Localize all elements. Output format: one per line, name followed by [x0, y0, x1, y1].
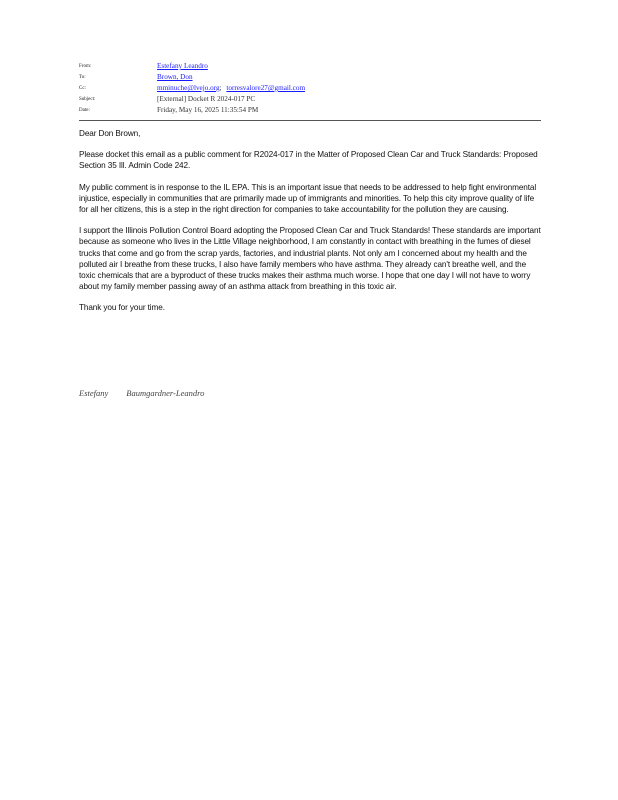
signature-first-name: Estefany — [79, 388, 109, 398]
date-row — [79, 105, 541, 116]
from-label: From: — [79, 64, 92, 69]
cc-recipient-link-1[interactable]: mminuche@lvejo.org — [157, 84, 220, 92]
email-body — [79, 128, 541, 324]
cc-values — [157, 83, 305, 94]
to-recipient-link[interactable]: Brown, Don — [157, 73, 193, 81]
subject-label: Subject: — [79, 97, 96, 102]
closing-line: Thank you for your time. — [79, 303, 165, 313]
from-row — [79, 61, 541, 72]
to-label: To: — [79, 75, 86, 80]
signature-last-name: Baumgardner-Leandro — [126, 388, 205, 398]
header-divider — [79, 120, 541, 121]
body-paragraph-public-comment: My public comment is in response to the IL EPA. This is an important issue that needs to be addressed to help fight environmental injustice, especially in communities that are primarily made up of immigrants and minorities. To help this city improve quality of life for all her citizens, this is a step in the right direction for companies to take accountability for the pollution they are causing. — [79, 182, 537, 215]
cc-recipient-link-2[interactable]: torresvalore27@gmail.com — [226, 84, 306, 92]
signature — [79, 388, 222, 398]
cc-row — [79, 83, 541, 94]
email-header — [79, 61, 541, 116]
to-row — [79, 72, 541, 83]
greeting: Dear Don Brown, — [79, 129, 141, 138]
cc-label: Cc: — [79, 86, 86, 91]
cc-separator: ; — [219, 84, 222, 92]
date-value: Friday, May 16, 2025 11:35:54 PM — [157, 106, 259, 114]
body-paragraph-docket-request: Please docket this email as a public comment for R2024-017 in the Matter of Proposed Clean Car and Truck Standards: Proposed Section 35 Ill. Admin Code 242. — [79, 150, 538, 171]
subject-value: [External] Docket R 2024-017 PC — [157, 95, 256, 103]
subject-row — [79, 94, 541, 105]
date-label: Date: — [79, 108, 90, 113]
body-paragraph-support: I support the Illinois Pollution Control Board adopting the Proposed Clean Car and Truck Standards! These standards are important because as someone who lives in the Little Village neighborhood, I am constantly in contact with breathing in the fumes of diesel trucks that come and go from the scrap yards, factories, and industrial plants. Not only am I concerned about my health and the polluted air I breathe from these trucks, I also have family members who have asthma. They already can't breathe well, and the toxic chemicals that are a byproduct of these trucks makes their asthma much worse. I hope that one day I will not have to worry about my family member passing away of an asthma attack from breathing in this toxic air. — [79, 226, 541, 292]
from-sender-link[interactable]: Estefany Leandro — [157, 62, 208, 70]
